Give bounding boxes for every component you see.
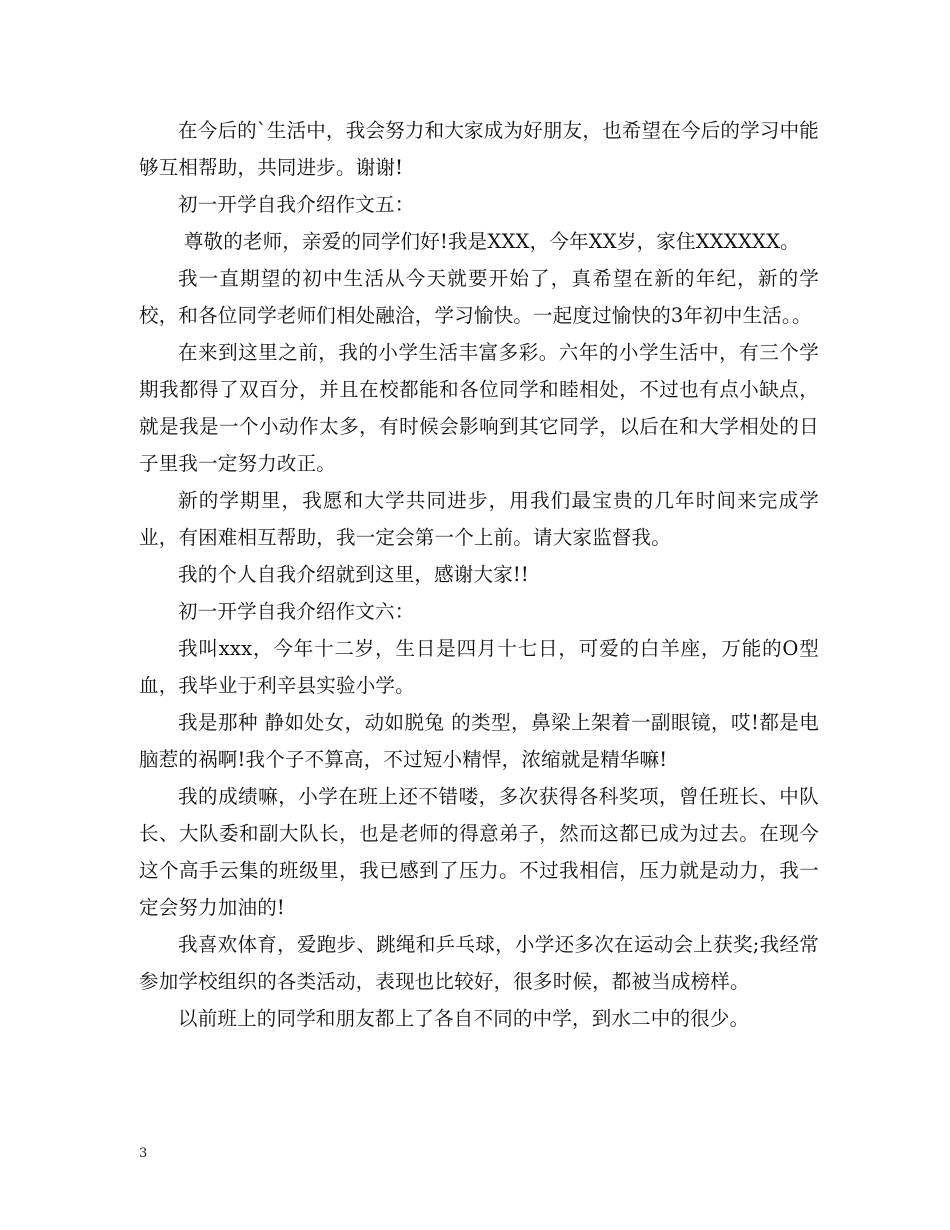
paragraph: 我的成绩嘛，小学在班上还不错喽，多次获得各科奖项，曾任班长、中队长、大队委和副大队长，也是老师的得意弟子，然而这都已成为过去。在现今这个高手云集的班级里，我已感到了压力。不过我相信，压力就是动力，我一定会努力加油的! xyxy=(139,785,819,919)
paragraph: 我叫xxx，今年十二岁，生日是四月十七日，可爱的白羊座，万能的O型血，我毕业于利辛县实验小学。 xyxy=(139,637,819,697)
document-body xyxy=(139,112,819,1037)
page-number: 3 xyxy=(139,1146,148,1161)
paragraph: 新的学期里，我愿和大学共同进步，用我们最宝贵的几年时间来完成学业，有困难相互帮助，我一定会第一个上前。请大家监督我。 xyxy=(139,489,819,549)
paragraph: 我一直期望的初中生活从今天就要开始了，真希望在新的年纪，新的学校，和各位同学老师们相处融洽，学习愉快。一起度过愉快的3年初中生活。。 xyxy=(139,267,819,327)
paragraph: 尊敬的老师，亲爱的同学们好!我是XXX，今年XX岁，家住XXXXXX。 xyxy=(183,230,800,253)
paragraph: 在来到这里之前，我的小学生活丰富多彩。六年的小学生活中，有三个学期我都得了双百分，并且在校都能和各位同学和睦相处，不过也有点小缺点，就是我是一个小动作太多，有时候会影响到其它同学，以后在和大学相处的日子里我一定努力改正。 xyxy=(139,341,819,475)
paragraph: 我喜欢体育，爱跑步、跳绳和乒乓球，小学还多次在运动会上获奖;我经常参加学校组织的各类活动，表现也比较好，很多时候，都被当成榜样。 xyxy=(139,933,819,993)
paragraph: 在今后的`生活中，我会努力和大家成为好朋友，也希望在今后的学习中能够互相帮助，共同进步。谢谢! xyxy=(139,119,819,179)
paragraph: 我是那种 静如处女，动如脱兔 的类型，鼻梁上架着一副眼镜，哎!都是电脑惹的祸啊!我个子不算高，不过短小精悍，浓缩就是精华嘛! xyxy=(139,711,819,771)
paragraph: 我的个人自我介绍就到这里，感谢大家!! xyxy=(178,563,529,586)
section-heading: 初一开学自我介绍作文六： xyxy=(178,600,415,623)
paragraph: 以前班上的同学和朋友都上了各自不同的中学，到水二中的很少。 xyxy=(178,1007,750,1030)
section-heading: 初一开学自我介绍作文五： xyxy=(178,193,415,216)
